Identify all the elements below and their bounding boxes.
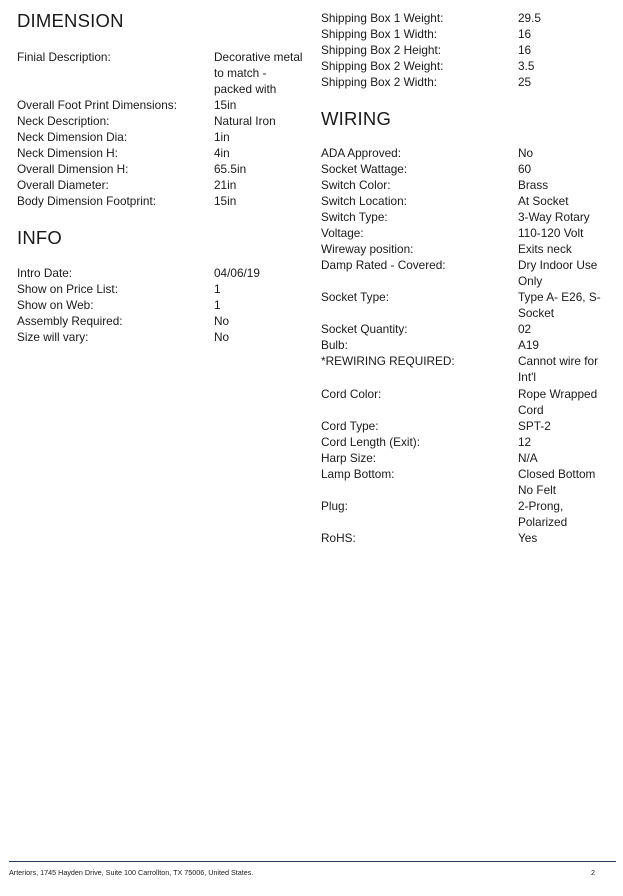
dimension-section	[17, 10, 307, 32]
spec-value: 02	[518, 322, 532, 336]
spec-row-plug	[321, 498, 611, 530]
spec-row-rohs	[321, 530, 611, 546]
spec-label: Neck Dimension Dia:	[17, 130, 128, 144]
spec-value: SPT-2	[518, 419, 551, 433]
spec-value: 110-120 Volt	[518, 226, 584, 240]
spec-row-size-vary	[17, 329, 307, 345]
spec-row-voltage	[321, 225, 611, 241]
spec-value: 16	[518, 27, 532, 41]
spec-row-rewiring	[321, 353, 611, 386]
spec-value: Yes	[518, 531, 538, 545]
spec-row-overall-h	[17, 161, 307, 177]
spec-value: 04/06/19	[214, 266, 260, 280]
spec-row-box2-width	[321, 74, 611, 90]
spec-row-box2-weight	[321, 58, 611, 74]
spec-row-damp-rated	[321, 257, 611, 289]
spec-label: Plug:	[321, 499, 348, 513]
spec-label: Show on Price List:	[17, 282, 118, 296]
spec-label: Socket Type:	[321, 290, 389, 304]
spec-value: No	[214, 330, 230, 344]
spec-row-overall-diameter	[17, 177, 307, 193]
spec-value: 3-Way Rotary	[518, 210, 590, 224]
spec-value: 25	[518, 75, 532, 89]
spec-label: Assembly Required:	[17, 314, 123, 328]
spec-label: Socket Wattage:	[321, 162, 408, 176]
spec-row-socket-quantity	[321, 321, 611, 337]
spec-row-socket-wattage	[321, 161, 611, 177]
spec-value: 2-Prong, Polarized	[518, 499, 568, 529]
footer-address: Arteriors, 1745 Hayden Drive, Suite 100 Carrollton, TX 75006, United States.	[9, 868, 254, 877]
spec-row-neck-description	[17, 113, 307, 129]
spec-label: Voltage:	[321, 226, 364, 240]
spec-value: Closed Bottom No Felt	[518, 467, 596, 497]
spec-value: Cannot wire for Int'l	[518, 354, 598, 384]
info-heading: INFO	[17, 227, 62, 248]
spec-row-intro-date	[17, 265, 307, 281]
spec-label: Wireway position:	[321, 242, 414, 256]
spec-row-finial-description	[17, 49, 307, 97]
dimension-heading: DIMENSION	[17, 10, 124, 31]
spec-value: Decorative metal to match - packed with	[214, 50, 303, 96]
spec-label: Shipping Box 2 Width:	[321, 75, 438, 89]
spec-label: Show on Web:	[17, 298, 94, 312]
spec-label: Shipping Box 1 Weight:	[321, 11, 444, 25]
spec-value: Natural Iron	[214, 114, 276, 128]
spec-row-harp-size	[321, 450, 611, 466]
spec-value: At Socket	[518, 194, 569, 208]
spec-value: Type A- E26, S-Socket	[518, 290, 601, 320]
wiring-section	[321, 108, 611, 130]
spec-value: Brass	[518, 178, 549, 192]
page-number: 2	[591, 868, 595, 877]
info-rows	[17, 265, 307, 345]
spec-value: 15in	[214, 98, 237, 112]
spec-row-box1-width	[321, 26, 611, 42]
spec-row-socket-type	[321, 289, 611, 321]
spec-value: 65.5in	[214, 162, 247, 176]
spec-value: A19	[518, 338, 539, 352]
spec-label: Overall Diameter:	[17, 178, 109, 192]
spec-label: Finial Description:	[17, 50, 111, 64]
spec-row-switch-color	[321, 177, 611, 193]
shipping-rows	[321, 10, 611, 90]
spec-row-ada	[321, 145, 611, 161]
spec-label: RoHS:	[321, 531, 356, 545]
spec-label: Switch Type:	[321, 210, 388, 224]
spec-label: Socket Quantity:	[321, 322, 408, 336]
spec-value: 29.5	[518, 11, 541, 25]
spec-value: 21in	[214, 178, 237, 192]
spec-value: No	[518, 146, 534, 160]
spec-label: Shipping Box 2 Weight:	[321, 59, 444, 73]
info-section	[17, 227, 307, 249]
dimension-rows	[17, 49, 307, 209]
spec-label: Shipping Box 1 Width:	[321, 27, 438, 41]
spec-row-foot-print	[17, 97, 307, 113]
spec-value: 4in	[214, 146, 230, 160]
spec-value: Rope Wrapped Cord	[518, 387, 598, 417]
spec-row-lamp-bottom	[321, 466, 611, 498]
spec-row-cord-color	[321, 386, 611, 418]
wiring-heading: WIRING	[321, 108, 392, 129]
spec-row-box1-weight	[321, 10, 611, 26]
spec-label: Bulb:	[321, 338, 348, 352]
spec-label: Intro Date:	[17, 266, 73, 280]
spec-label: Damp Rated - Covered:	[321, 258, 446, 272]
spec-row-neck-h	[17, 145, 307, 161]
spec-label: Lamp Bottom:	[321, 467, 395, 481]
spec-label: Shipping Box 2 Height:	[321, 43, 442, 57]
spec-row-switch-location	[321, 193, 611, 209]
spec-row-bulb	[321, 337, 611, 353]
spec-row-show-web	[17, 297, 307, 313]
footer-divider	[9, 861, 616, 862]
spec-label: Switch Color:	[321, 178, 391, 192]
spec-label: Neck Dimension H:	[17, 146, 118, 160]
spec-value: No	[214, 314, 230, 328]
spec-row-box2-height	[321, 42, 611, 58]
spec-label: Neck Description:	[17, 114, 110, 128]
spec-row-price-list	[17, 281, 307, 297]
spec-row-neck-dia	[17, 129, 307, 145]
spec-value: 12	[518, 435, 532, 449]
spec-value: 3.5	[518, 59, 535, 73]
spec-row-cord-length	[321, 434, 611, 450]
spec-row-body-footprint	[17, 193, 307, 209]
spec-row-assembly	[17, 313, 307, 329]
spec-value: 1	[214, 282, 221, 296]
spec-label: ADA Approved:	[321, 146, 402, 160]
spec-value: N/A	[518, 451, 538, 465]
spec-value: 60	[518, 162, 532, 176]
spec-value: 16	[518, 43, 532, 57]
spec-label: Cord Type:	[321, 419, 379, 433]
wiring-rows	[321, 145, 611, 546]
spec-label: Harp Size:	[321, 451, 377, 465]
spec-label: Cord Length (Exit):	[321, 435, 421, 449]
spec-label: *REWIRING REQUIRED:	[321, 354, 455, 368]
spec-label: Size will vary:	[17, 330, 89, 344]
spec-value: Dry Indoor Use Only	[518, 258, 598, 288]
spec-label: Switch Location:	[321, 194, 407, 208]
spec-row-cord-type	[321, 418, 611, 434]
spec-value: 15in	[214, 194, 237, 208]
spec-value: Exits neck	[518, 242, 572, 256]
spec-label: Body Dimension Footprint:	[17, 194, 157, 208]
spec-value: 1in	[214, 130, 230, 144]
spec-label: Overall Foot Print Dimensions:	[17, 98, 177, 112]
spec-row-wireway	[321, 241, 611, 257]
spec-label: Cord Color:	[321, 387, 382, 401]
spec-label: Overall Dimension H:	[17, 162, 129, 176]
spec-value: 1	[214, 298, 221, 312]
spec-row-switch-type	[321, 209, 611, 225]
